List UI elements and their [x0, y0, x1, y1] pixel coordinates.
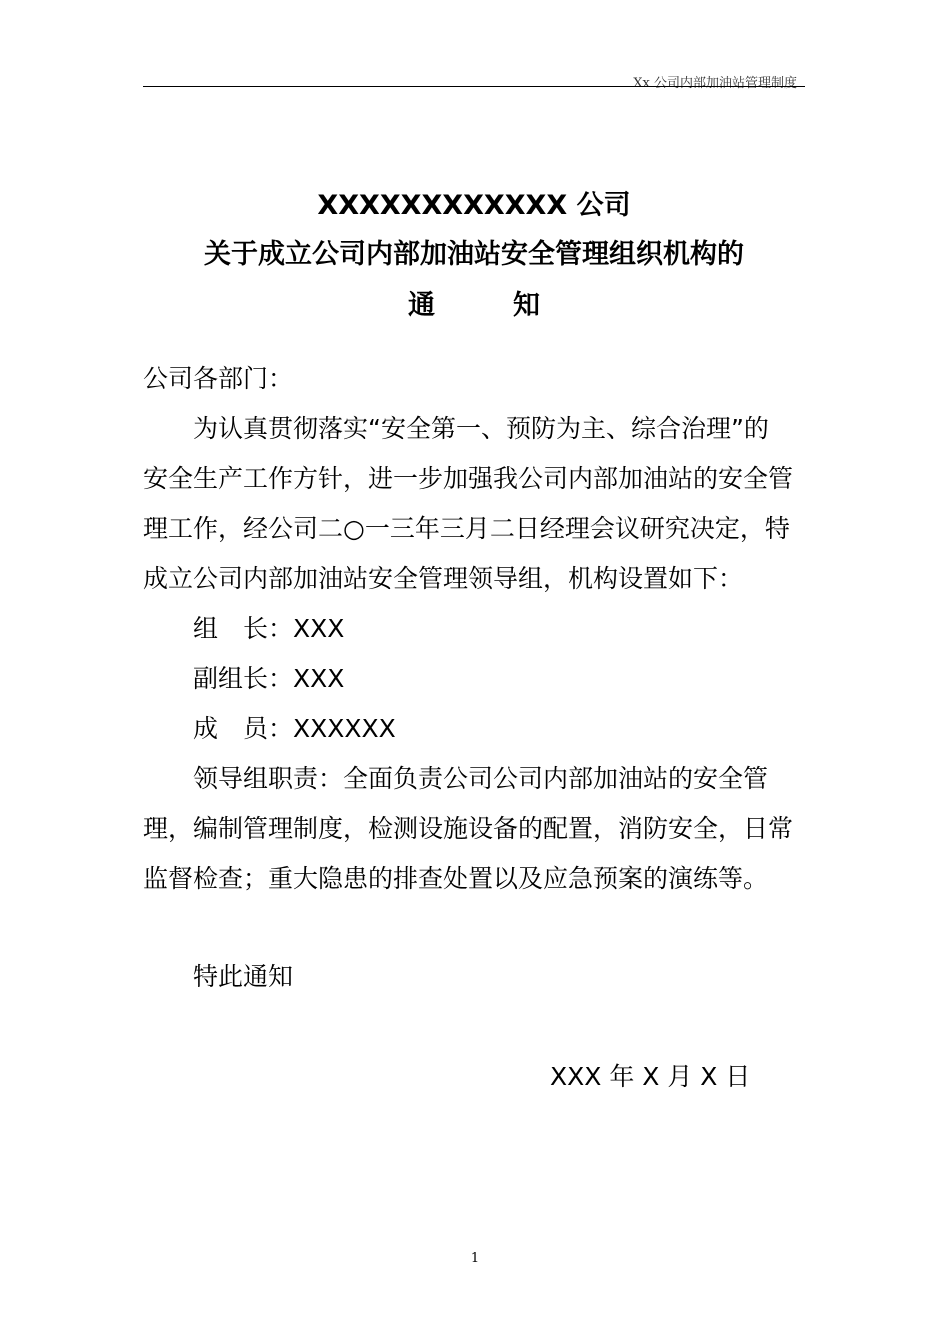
leader-label-a: 组 [193, 614, 219, 643]
signature-date: XXX 年 X 月 X 日 [550, 1062, 751, 1091]
deputy-line [193, 654, 863, 704]
title-company: XXXXXXXXXXXX 公司 [317, 190, 631, 221]
title-notice-char-1: 通 [408, 290, 435, 321]
body-line-2: 安全生产工作方针，进一步加强我公司内部加油站的安全管 [143, 464, 794, 493]
member-line [193, 704, 863, 754]
leader-value: XXX [293, 614, 345, 643]
header-rule [143, 86, 805, 87]
body-line-3: 理工作，经公司二○一三年三月二日经理会议研究决定，特 [143, 514, 790, 543]
deputy-label: 副组长： [193, 664, 294, 693]
running-header: Xx 公司内部加油站管理制度 [633, 76, 797, 91]
duty-line-3: 监督检查；重大隐患的排查处置以及应急预案的演练等。 [143, 864, 769, 893]
title-notice-char-2: 知 [513, 290, 540, 321]
member-label-a: 成 [193, 714, 219, 743]
salutation: 公司各部门： [143, 364, 294, 393]
leader-label-b: 长： [243, 614, 294, 643]
closing-remark: 特此通知 [193, 962, 294, 991]
duty-line-2: 理，编制管理制度，检测设施设备的配置，消防安全，日常 [143, 814, 794, 843]
title-subject: 关于成立公司内部加油站安全管理组织机构的 [204, 239, 744, 270]
title-notice [143, 283, 805, 322]
duty-line-1: 领导组职责：全面负责公司公司内部加油站的安全管 [193, 764, 769, 793]
body-line-1: 为认真贯彻落实“安全第一、预防为主、综合治理”的 [193, 414, 769, 443]
member-label-b: 员： [243, 714, 294, 743]
deputy-value: XXX [293, 664, 345, 693]
body-line-4: 成立公司内部加油站安全管理领导组，机构设置如下： [143, 564, 744, 593]
page-number: 1 [470, 1251, 480, 1266]
leader-line [193, 604, 863, 654]
member-value: XXXXXX [293, 714, 396, 743]
